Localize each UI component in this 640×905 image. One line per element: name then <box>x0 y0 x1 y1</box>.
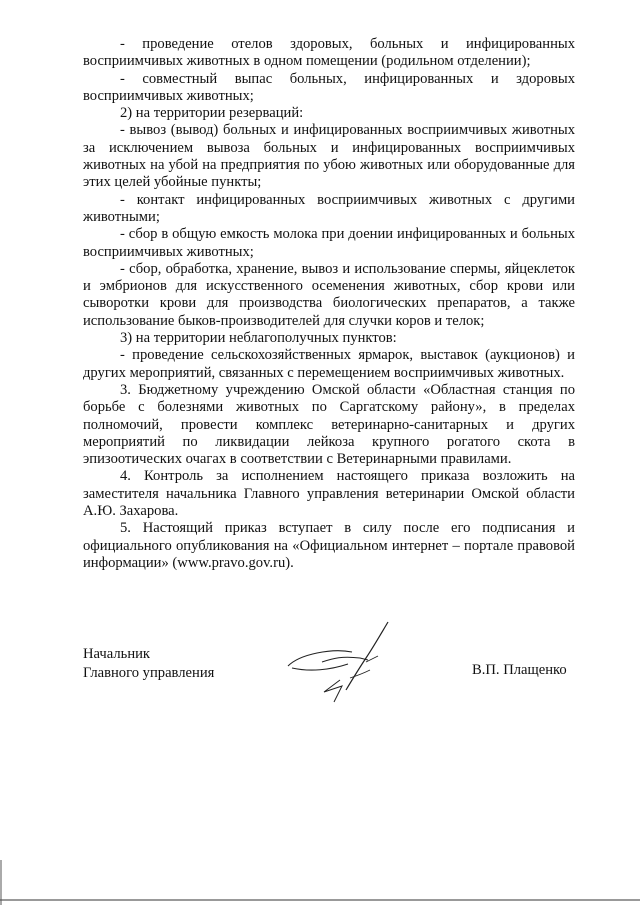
paragraph-item-4: 4. Контроль за исполнением настоящего приказа возложить на заместителя начальника Главного управления ветеринарии Омской области А.Ю. Захарова. <box>83 468 575 520</box>
signatory-position <box>83 645 214 683</box>
document-body <box>83 36 575 572</box>
position-line-1: Начальник <box>83 646 151 662</box>
paragraph-joint-grazing-ban: - совместный выпас больных, инфицированных и здоровых восприимчивых животных; <box>83 70 575 104</box>
paragraph-sperm-collection-ban: - сбор, обработка, хранение, вывоз и использование спермы, яйцеклеток и эмбрионов для искусственного осеменения животных, сбор крови или сыворотки крови для производства биологических препаратов, а также использование быков-производителей для случки коров и телок; <box>83 260 575 329</box>
scan-edge-left <box>0 860 2 905</box>
paragraph-calving-ban: - проведение отелов здоровых, больных и инфицированных восприимчивых животных в одном помещении (родильном отделении); <box>83 36 575 70</box>
paragraph-reservation-heading: 2) на территории резерваций: <box>120 105 304 122</box>
scan-edge-bottom <box>0 899 640 901</box>
signatory-name: В.П. Плащенко <box>472 662 567 678</box>
paragraph-contact-ban: - контакт инфицированных восприимчивых животных с другими животными; <box>83 191 575 225</box>
position-line-2: Главного управления <box>83 665 215 681</box>
paragraph-removal-ban: - вывоз (вывод) больных и инфицированных восприимчивых животных за исключением вывоза больных и инфицированных восприимчивых животных на убой на предприятия по убою животных или оборудованные для этих целей убойные пункты; <box>83 122 575 191</box>
paragraph-item-5: 5. Настоящий приказ вступает в силу после его подписания и официального опубликования на «Официальном интернет – портале правовой информации» (www.pravo.gov.ru). <box>83 520 575 571</box>
paragraph-milk-collection-ban: - сбор в общую емкость молока при доении инфицированных и больных восприимчивых животных; <box>83 226 575 260</box>
paragraph-fairs-ban: - проведение сельскохозяйственных ярмарок, выставок (аукционов) и других мероприятий, связанных с перемещением восприимчивых животных. <box>83 347 575 381</box>
paragraph-item-3: 3. Бюджетному учреждению Омской области «Областная станция по борьбе с болезнями животных по Саргатскому району», в пределах полномочий, провести комплекс ветеринарно-санитарных и других мероприятий по ликвидации лейкоза крупного рогатого скота в эпизоотических очагах в соответствии с Ветеринарными правилами. <box>83 381 575 468</box>
paragraph-unfavorable-points-heading: 3) на территории неблагополучных пунктов: <box>120 330 397 347</box>
handwritten-signature <box>282 618 402 708</box>
